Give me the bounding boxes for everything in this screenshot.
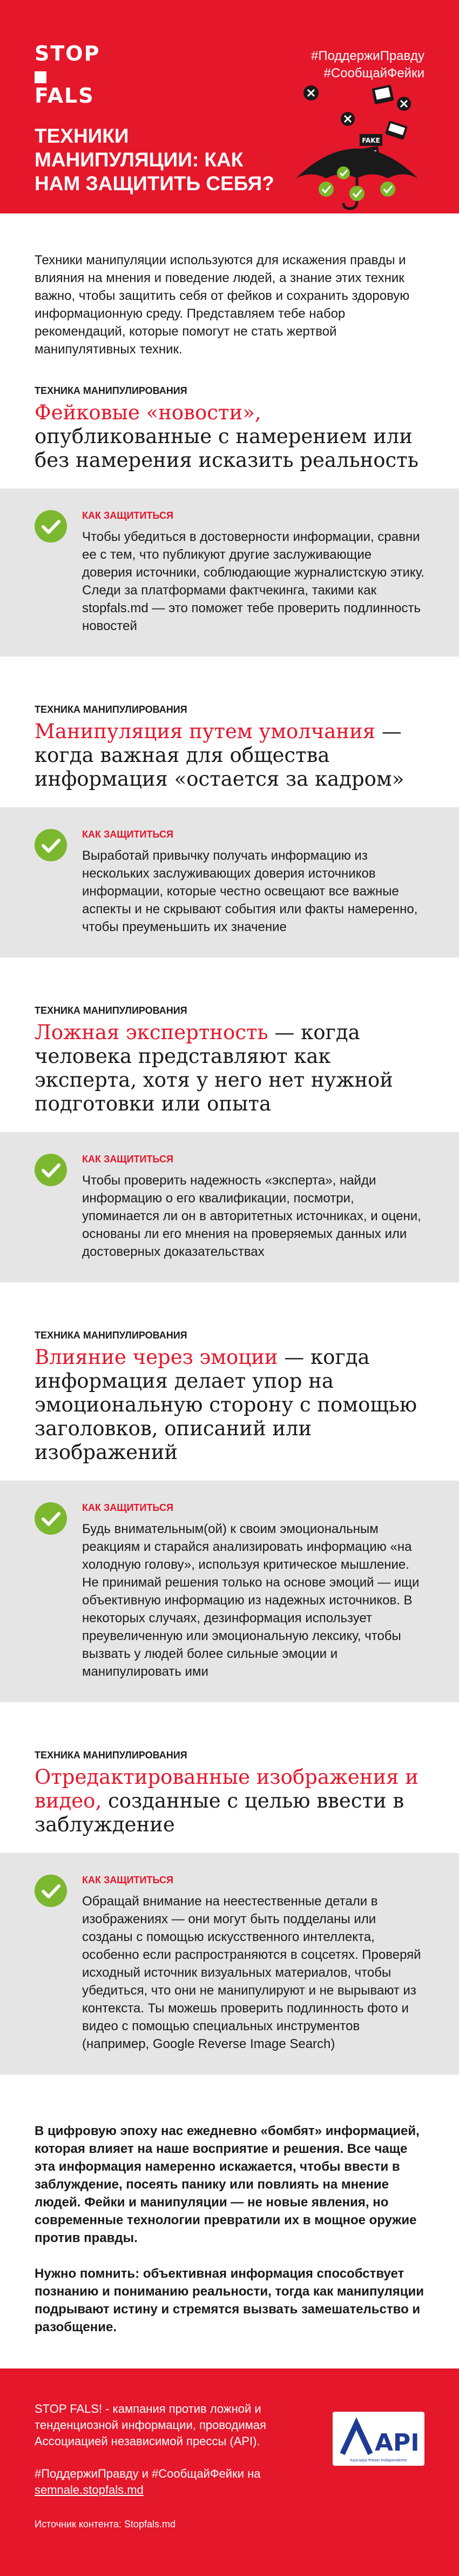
check-circle-icon xyxy=(35,510,67,543)
api-logo-text: API xyxy=(375,2429,420,2457)
technique-heading-rest: опубликованные с намерением или без намерения исказить реальность xyxy=(35,425,418,472)
tip-body xyxy=(82,1502,424,1681)
technique-heading-rest: — когда важная для общества информация «остается за кадром» xyxy=(35,720,404,791)
techniques-list xyxy=(0,385,459,2075)
tip-text: Выработай привычку получать информацию из нескольких заслуживающих доверия источников информации, которые честно освещают все важные аспекты и не скрывают события или факты намеренно, чтобы преуменьшить их значение xyxy=(82,848,418,934)
check-circle-icon xyxy=(35,1154,67,1186)
tip-box xyxy=(0,1132,459,1282)
technique-heading xyxy=(0,1021,459,1116)
tip-body xyxy=(82,1875,424,2053)
tip-text: Чтобы проверить надежность «эксперта», найди информацию о его квалификации, посмотри, упоминается ли он в авторитетных источниках, и оцени, основаны ли его мнения на проверяемых данных или достоверных доказательствах xyxy=(82,1173,421,1259)
technique-heading xyxy=(0,401,459,472)
technique-heading-rest: — когда информация делает упор на эмоциональную сторону с помощью заголовков, описаний или изображений xyxy=(35,1346,417,1464)
technique-heading-highlight: Манипуляция путем умолчания xyxy=(35,720,375,743)
check-circle-icon xyxy=(35,1502,67,1535)
tip-text: Обращай внимание на неестественные детали в изображениях — они могут быть подделаны или созданы с помощью искусственного интеллекта, особенно если распространяются в соцсетях. Проверяй исходный источник визуальных материалов, чтобы убедиться, что они не манипулируют и не вырывают из контекста. Ты можешь проверить подлинность фото и видео с помощью специальных инструментов (например, Google Reverse Image Search) xyxy=(82,1894,421,2051)
hashtag-support-truth[interactable]: #ПоддержиПравду xyxy=(310,49,424,63)
footer-source: Источник контента: Stopfals.md xyxy=(35,2519,176,2530)
logo-line2: FALS xyxy=(35,65,98,106)
tip-text: Чтобы убедиться в достоверности информации, сравни ее с тем, что публикуют другие заслуживающие доверия источники, соблюдающие журналистскую этику. Следи за платформами фактчекинга, такими как stopfals.md — это поможет тебе проверить подлинность новостей xyxy=(82,530,424,633)
falling-fakes-icon xyxy=(303,85,411,140)
closing-paragraph-2: Нужно помнить: объективная информация способствует познанию и пониманию реальности, тогда как манипуляции подрывают истину и стремятся вызвать замешательство и разобщение. xyxy=(35,2266,424,2334)
check-circle-icon xyxy=(35,1875,67,1907)
tip-label: КАК ЗАЩИТИТЬСЯ xyxy=(82,1875,173,1885)
logo-line1: STOP xyxy=(35,42,100,65)
logo-bar-icon xyxy=(35,71,46,83)
check-circle-icon xyxy=(35,829,67,861)
stopfals-logo[interactable] xyxy=(35,42,100,108)
api-logo-subtitle: Asociaţia Presei Independente xyxy=(350,2458,407,2463)
header-banner xyxy=(0,0,459,213)
technique-heading-rest: — когда человека представляют как эксперта, хотя у него нет нужной подготовки или опыта xyxy=(35,1021,393,1115)
tip-box xyxy=(0,1853,459,2075)
tip-box xyxy=(0,1481,459,1702)
technique-heading-highlight: Ложная экспертность xyxy=(35,1021,268,1044)
umbrella-label-fake: FAKE xyxy=(362,137,380,144)
tip-label: КАК ЗАЩИТИТЬСЯ xyxy=(82,510,173,521)
tip-body xyxy=(82,1154,424,1261)
technique-heading xyxy=(0,720,459,791)
footer-site-link[interactable]: semnale.stopfals.md xyxy=(35,2483,144,2497)
technique-kicker: ТЕХНИКА МАНИПУЛИРОВАНИЯ xyxy=(35,1750,187,1761)
tip-label: КАК ЗАЩИТИТЬСЯ xyxy=(82,829,173,840)
tip-label: КАК ЗАЩИТИТЬСЯ xyxy=(82,1154,173,1165)
technique-heading-highlight: Фейковые «новости», xyxy=(35,401,261,424)
footer-campaign-text: STOP FALS! - кампания против ложной и тенденциозной информации, проводимая Ассоциацией независимой прессы (API). xyxy=(35,2402,266,2448)
tip-box xyxy=(0,489,459,657)
tip-body xyxy=(82,829,424,936)
technique-heading xyxy=(0,1346,459,1464)
technique-section xyxy=(0,1750,459,2075)
technique-section xyxy=(0,1330,459,1702)
technique-section xyxy=(0,385,459,657)
footer-hashtags-text: #ПоддержиПравду и #СообщайФейки на xyxy=(35,2467,261,2480)
tip-box xyxy=(0,807,459,958)
closing-text xyxy=(0,2122,459,2368)
technique-heading-highlight: Влияние через эмоции xyxy=(35,1346,278,1369)
tip-label: КАК ЗАЩИТИТЬСЯ xyxy=(82,1502,173,1513)
technique-kicker: ТЕХНИКА МАНИПУЛИРОВАНИЯ xyxy=(35,1330,187,1341)
technique-section xyxy=(0,1005,459,1282)
technique-kicker: ТЕХНИКА МАНИПУЛИРОВАНИЯ xyxy=(35,385,187,396)
tip-body xyxy=(82,510,424,635)
footer-hashtags xyxy=(35,2466,424,2498)
technique-section xyxy=(0,704,459,958)
api-logo[interactable] xyxy=(333,2412,424,2466)
tip-text: Будь внимательным(ой) к своим эмоциональным реакциям и старайся анализировать информацию «на холодную голову», используя критическое мышление. Не принимай решения только на основе эмоций — ищи объективную информацию из надежных источников. В некоторых случаях, дезинформация использует преувеличенную или эмоциональную лексику, чтобы вызвать у людей более сильные эмоции и манипулировать ими xyxy=(82,1522,420,1679)
hashtag-report-fakes[interactable]: #СообщайФейки xyxy=(323,66,424,81)
intro-paragraph: Техники манипуляции используются для искажения правды и влияния на мнения и поведение людей, а знание этих техник важно, чтобы защитить себя от фейков и сохранить здоровую информационную среду. Представляем тебе набор рекомендаций, которые помогут не стать жертвой манипулятивных техник. xyxy=(35,253,410,357)
technique-kicker: ТЕХНИКА МАНИПУЛИРОВАНИЯ xyxy=(35,1005,187,1016)
footer xyxy=(0,2368,459,2576)
header-hashtags xyxy=(311,48,424,82)
technique-heading xyxy=(0,1765,459,1837)
technique-kicker: ТЕХНИКА МАНИПУЛИРОВАНИЯ xyxy=(35,704,187,715)
technique-heading-highlight: Отредактированные изображения и видео, xyxy=(35,1765,418,1812)
umbrella-illustration-icon xyxy=(289,81,424,211)
technique-heading-rest: созданные с целью ввести в заблуждение xyxy=(35,1789,404,1836)
page-title: ТЕХНИКИ МАНИПУЛЯЦИИ: КАК НАМ ЗАЩИТИТЬ СЕБЯ? xyxy=(35,125,274,195)
closing-paragraph-1: В цифровую эпоху нас ежедневно «бомбят» информацией, которая влияет на наше восприятие и решения. Все чаще эта информация намеренно искажается, чтобы ввести в заблуждение, посеять панику или повлиять на мнение людей. Фейки и манипуляции — не новые явления, но современные технологии превратили их в мощное оружие против правды. xyxy=(35,2124,420,2245)
